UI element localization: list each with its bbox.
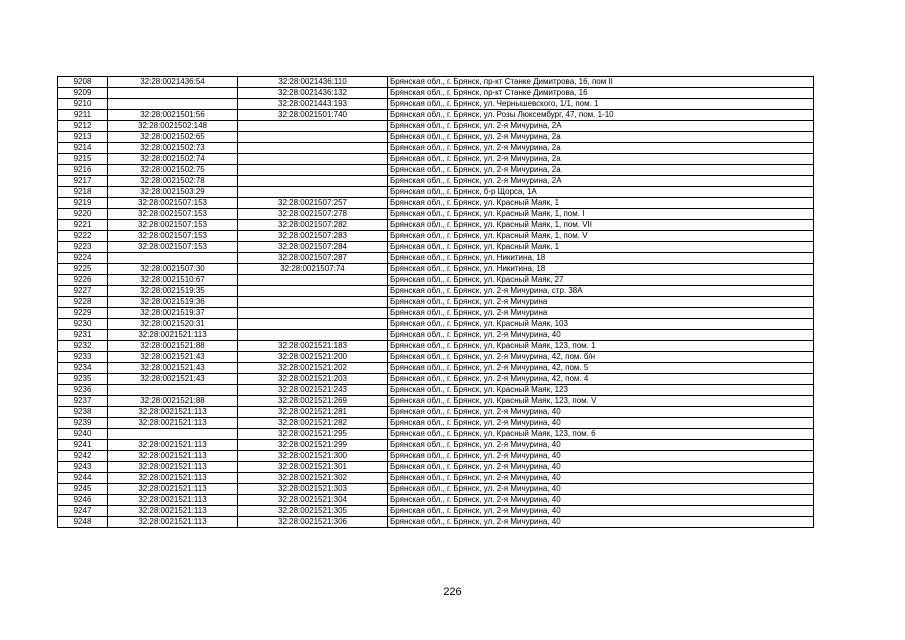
parcel-number-cell: 32:28:0021436:54 (108, 77, 238, 88)
object-number-cell: 32:28:0021521:269 (238, 396, 388, 407)
parcel-number-cell: 32:28:0021503:29 (108, 187, 238, 198)
address-cell: Брянская обл., г. Брянск, ул. 2-я Мичурина, 40 (388, 462, 814, 473)
page-number: 226 (443, 586, 462, 598)
parcel-number-cell: 32:28:0021521:113 (108, 495, 238, 506)
row-number-cell: 9216 (58, 165, 108, 176)
parcel-number-cell: 32:28:0021519:35 (108, 286, 238, 297)
object-number-cell: 32:28:0021521:200 (238, 352, 388, 363)
object-number-cell: 32:28:0021521:302 (238, 473, 388, 484)
row-number-cell: 9210 (58, 99, 108, 110)
row-number-cell: 9241 (58, 440, 108, 451)
table-row (58, 275, 814, 286)
table-row (58, 132, 814, 143)
parcel-number-cell: 32:28:0021521:43 (108, 352, 238, 363)
row-number-cell: 9228 (58, 297, 108, 308)
table-row (58, 187, 814, 198)
address-cell: Брянская обл., г. Брянск, ул. Красный Маяк, 103 (388, 319, 814, 330)
row-number-cell: 9214 (58, 143, 108, 154)
object-number-cell (238, 143, 388, 154)
row-number-cell: 9208 (58, 77, 108, 88)
parcel-number-cell: 32:28:0021521:113 (108, 418, 238, 429)
parcel-number-cell: 32:28:0021502:78 (108, 176, 238, 187)
row-number-cell: 9221 (58, 220, 108, 231)
object-number-cell: 32:28:0021507:74 (238, 264, 388, 275)
table-row (58, 286, 814, 297)
parcel-number-cell: 32:28:0021521:88 (108, 341, 238, 352)
parcel-number-cell: 32:28:0021521:43 (108, 363, 238, 374)
object-number-cell (238, 165, 388, 176)
parcel-number-cell (108, 88, 238, 99)
parcel-number-cell: 32:28:0021501:56 (108, 110, 238, 121)
records-table (57, 76, 814, 528)
row-number-cell: 9234 (58, 363, 108, 374)
address-cell: Брянская обл., г. Брянск, ул. 2-я Мичурина, 2а (388, 165, 814, 176)
parcel-number-cell: 32:28:0021519:37 (108, 308, 238, 319)
address-cell: Брянская обл., г. Брянск, ул. 2-я Мичурина (388, 297, 814, 308)
address-cell: Брянская обл., г. Брянск, ул. Красный Маяк, 27 (388, 275, 814, 286)
object-number-cell: 32:28:0021507:287 (238, 253, 388, 264)
table-row (58, 484, 814, 495)
row-number-cell: 9248 (58, 517, 108, 528)
row-number-cell: 9215 (58, 154, 108, 165)
table-row (58, 462, 814, 473)
object-number-cell: 32:28:0021521:305 (238, 506, 388, 517)
address-cell: Брянская обл., г. Брянск, ул. 2-я Мичурина, 2А (388, 176, 814, 187)
address-cell: Брянская обл., г. Брянск, ул. 2-я Мичурина, 42, пом. б/н (388, 352, 814, 363)
address-cell: Брянская обл., г. Брянск, ул. Чернышевского, 1/1, пом. 1 (388, 99, 814, 110)
object-number-cell (238, 308, 388, 319)
address-cell: Брянская обл., г. Брянск, ул. 2-я Мичурина, 40 (388, 330, 814, 341)
object-number-cell: 32:28:0021501:740 (238, 110, 388, 121)
row-number-cell: 9217 (58, 176, 108, 187)
table-row (58, 341, 814, 352)
address-cell: Брянская обл., г. Брянск, ул. 2-я Мичурина, 2а (388, 154, 814, 165)
object-number-cell: 32:28:0021443:193 (238, 99, 388, 110)
address-cell: Брянская обл., г. Брянск, ул. 2-я Мичурина, 2а (388, 132, 814, 143)
row-number-cell: 9239 (58, 418, 108, 429)
address-cell: Брянская обл., г. Брянск, ул. Красный Маяк, 1, пом. VII (388, 220, 814, 231)
table-row (58, 231, 814, 242)
parcel-number-cell: 32:28:0021521:113 (108, 506, 238, 517)
table-row (58, 154, 814, 165)
table-row (58, 297, 814, 308)
parcel-number-cell: 32:28:0021510:67 (108, 275, 238, 286)
address-cell: Брянская обл., г. Брянск, б-р Щорса, 1А (388, 187, 814, 198)
table-row (58, 308, 814, 319)
address-cell: Брянская обл., г. Брянск, ул. 2-я Мичурина, 40 (388, 484, 814, 495)
parcel-number-cell: 32:28:0021521:113 (108, 407, 238, 418)
row-number-cell: 9236 (58, 385, 108, 396)
row-number-cell: 9237 (58, 396, 108, 407)
parcel-number-cell: 32:28:0021521:113 (108, 473, 238, 484)
object-number-cell (238, 275, 388, 286)
row-number-cell: 9233 (58, 352, 108, 363)
object-number-cell (238, 319, 388, 330)
object-number-cell (238, 132, 388, 143)
object-number-cell (238, 297, 388, 308)
table-row (58, 473, 814, 484)
row-number-cell: 9243 (58, 462, 108, 473)
row-number-cell: 9218 (58, 187, 108, 198)
object-number-cell (238, 286, 388, 297)
parcel-number-cell: 32:28:0021507:153 (108, 198, 238, 209)
table-row (58, 506, 814, 517)
table-row (58, 352, 814, 363)
address-cell: Брянская обл., г. Брянск, ул. Красный Маяк, 123, пом. V (388, 396, 814, 407)
table-row (58, 253, 814, 264)
parcel-number-cell: 32:28:0021521:113 (108, 330, 238, 341)
address-cell: Брянская обл., г. Брянск, ул. 2-я Мичурина, стр. 38А (388, 286, 814, 297)
table-row (58, 198, 814, 209)
object-number-cell: 32:28:0021521:299 (238, 440, 388, 451)
object-number-cell: 32:28:0021507:282 (238, 220, 388, 231)
table-row (58, 264, 814, 275)
table-row (58, 385, 814, 396)
parcel-number-cell: 32:28:0021502:75 (108, 165, 238, 176)
address-cell: Брянская обл., г. Брянск, ул. 2-я Мичурина (388, 308, 814, 319)
parcel-number-cell: 32:28:0021507:30 (108, 264, 238, 275)
address-cell: Брянская обл., г. Брянск, ул. 2-я Мичурина, 40 (388, 473, 814, 484)
parcel-number-cell: 32:28:0021521:113 (108, 517, 238, 528)
table-row (58, 451, 814, 462)
address-cell: Брянская обл., г. Брянск, ул. Красный Маяк, 1 (388, 242, 814, 253)
table-row (58, 330, 814, 341)
object-number-cell: 32:28:0021507:278 (238, 209, 388, 220)
parcel-number-cell (108, 99, 238, 110)
row-number-cell: 9246 (58, 495, 108, 506)
table-row (58, 121, 814, 132)
row-number-cell: 9223 (58, 242, 108, 253)
object-number-cell: 32:28:0021521:306 (238, 517, 388, 528)
table-row (58, 220, 814, 231)
table-row (58, 319, 814, 330)
row-number-cell: 9230 (58, 319, 108, 330)
parcel-number-cell: 32:28:0021521:113 (108, 484, 238, 495)
row-number-cell: 9227 (58, 286, 108, 297)
table-row (58, 77, 814, 88)
table-row (58, 110, 814, 121)
object-number-cell: 32:28:0021521:243 (238, 385, 388, 396)
row-number-cell: 9225 (58, 264, 108, 275)
table-body (58, 77, 814, 528)
row-number-cell: 9224 (58, 253, 108, 264)
object-number-cell: 32:28:0021521:281 (238, 407, 388, 418)
table-row (58, 418, 814, 429)
table-row (58, 429, 814, 440)
row-number-cell: 9211 (58, 110, 108, 121)
address-cell: Брянская обл., г. Брянск, ул. 2-я Мичурина, 2а (388, 143, 814, 154)
address-cell: Брянская обл., г. Брянск, ул. Красный Маяк, 123 (388, 385, 814, 396)
object-number-cell: 32:28:0021436:132 (238, 88, 388, 99)
parcel-number-cell: 32:28:0021507:153 (108, 242, 238, 253)
parcel-number-cell: 32:28:0021521:113 (108, 451, 238, 462)
object-number-cell: 32:28:0021521:202 (238, 363, 388, 374)
table-row (58, 396, 814, 407)
table-row (58, 374, 814, 385)
address-cell: Брянская обл., г. Брянск, пр-кт Станке Димитрова, 16 (388, 88, 814, 99)
parcel-number-cell (108, 385, 238, 396)
parcel-number-cell: 32:28:0021519:36 (108, 297, 238, 308)
address-cell: Брянская обл., г. Брянск, ул. Красный Маяк, 1 (388, 198, 814, 209)
parcel-number-cell: 32:28:0021507:153 (108, 231, 238, 242)
row-number-cell: 9226 (58, 275, 108, 286)
parcel-number-cell: 32:28:0021502:73 (108, 143, 238, 154)
address-cell: Брянская обл., г. Брянск, ул. 2-я Мичурина, 40 (388, 451, 814, 462)
object-number-cell (238, 330, 388, 341)
row-number-cell: 9219 (58, 198, 108, 209)
row-number-cell: 9240 (58, 429, 108, 440)
address-cell: Брянская обл., г. Брянск, ул. Красный Маяк, 1, пом. I (388, 209, 814, 220)
table-row (58, 242, 814, 253)
address-cell: Брянская обл., г. Брянск, ул. 2-я Мичурина, 2А (388, 121, 814, 132)
address-cell: Брянская обл., г. Брянск, ул. 2-я Мичурина, 40 (388, 495, 814, 506)
address-cell: Брянская обл., г. Брянск, ул. Розы Люксембург, 47, пом. 1-10 (388, 110, 814, 121)
table-row (58, 165, 814, 176)
parcel-number-cell: 32:28:0021521:113 (108, 440, 238, 451)
address-cell: Брянская обл., г. Брянск, ул. 2-я Мичурина, 40 (388, 440, 814, 451)
object-number-cell (238, 176, 388, 187)
object-number-cell: 32:28:0021521:183 (238, 341, 388, 352)
address-cell: Брянская обл., г. Брянск, ул. 2-я Мичурина, 42, пом. 4 (388, 374, 814, 385)
address-cell: Брянская обл., г. Брянск, ул. 2-я Мичурина, 40 (388, 407, 814, 418)
object-number-cell (238, 187, 388, 198)
object-number-cell: 32:28:0021521:301 (238, 462, 388, 473)
address-cell: Брянская обл., г. Брянск, ул. 2-я Мичурина, 42, пом. 5 (388, 363, 814, 374)
object-number-cell (238, 154, 388, 165)
row-number-cell: 9245 (58, 484, 108, 495)
table-row (58, 209, 814, 220)
object-number-cell: 32:28:0021507:257 (238, 198, 388, 209)
address-cell: Брянская обл., г. Брянск, ул. 2-я Мичурина, 40 (388, 517, 814, 528)
object-number-cell: 32:28:0021436:110 (238, 77, 388, 88)
parcel-number-cell: 32:28:0021521:88 (108, 396, 238, 407)
row-number-cell: 9229 (58, 308, 108, 319)
row-number-cell: 9244 (58, 473, 108, 484)
row-number-cell: 9235 (58, 374, 108, 385)
row-number-cell: 9212 (58, 121, 108, 132)
object-number-cell: 32:28:0021521:203 (238, 374, 388, 385)
row-number-cell: 9247 (58, 506, 108, 517)
address-cell: Брянская обл., г. Брянск, ул. Красный Маяк, 123, пом. 6 (388, 429, 814, 440)
row-number-cell: 9231 (58, 330, 108, 341)
table-row (58, 99, 814, 110)
address-cell: Брянская обл., г. Брянск, ул. Красный Маяк, 123, пом. 1 (388, 341, 814, 352)
address-cell: Брянская обл., г. Брянск, ул. Красный Маяк, 1, пом. V (388, 231, 814, 242)
table-row (58, 88, 814, 99)
parcel-number-cell: 32:28:0021502:65 (108, 132, 238, 143)
object-number-cell: 32:28:0021507:284 (238, 242, 388, 253)
table-row (58, 407, 814, 418)
row-number-cell: 9209 (58, 88, 108, 99)
address-cell: Брянская обл., г. Брянск, пр-кт Станке Димитрова, 16, пом II (388, 77, 814, 88)
table-row (58, 495, 814, 506)
object-number-cell: 32:28:0021521:282 (238, 418, 388, 429)
row-number-cell: 9213 (58, 132, 108, 143)
parcel-number-cell (108, 429, 238, 440)
parcel-number-cell: 32:28:0021507:153 (108, 220, 238, 231)
row-number-cell: 9232 (58, 341, 108, 352)
object-number-cell: 32:28:0021521:300 (238, 451, 388, 462)
parcel-number-cell: 32:28:0021521:43 (108, 374, 238, 385)
table-row (58, 176, 814, 187)
parcel-number-cell: 32:28:0021521:113 (108, 462, 238, 473)
address-cell: Брянская обл., г. Брянск, ул. 2-я Мичурина, 40 (388, 506, 814, 517)
row-number-cell: 9220 (58, 209, 108, 220)
object-number-cell: 32:28:0021507:283 (238, 231, 388, 242)
object-number-cell: 32:28:0021521:295 (238, 429, 388, 440)
row-number-cell: 9238 (58, 407, 108, 418)
table-row (58, 143, 814, 154)
row-number-cell: 9222 (58, 231, 108, 242)
parcel-number-cell: 32:28:0021502:74 (108, 154, 238, 165)
address-cell: Брянская обл., г. Брянск, ул. Никитина, 18 (388, 264, 814, 275)
table-row (58, 440, 814, 451)
object-number-cell (238, 121, 388, 132)
parcel-number-cell (108, 253, 238, 264)
row-number-cell: 9242 (58, 451, 108, 462)
address-cell: Брянская обл., г. Брянск, ул. 2-я Мичурина, 40 (388, 418, 814, 429)
table-row (58, 517, 814, 528)
address-cell: Брянская обл., г. Брянск, ул. Никитина, 18 (388, 253, 814, 264)
parcel-number-cell: 32:28:0021520:31 (108, 319, 238, 330)
parcel-number-cell: 32:28:0021507:153 (108, 209, 238, 220)
object-number-cell: 32:28:0021521:303 (238, 484, 388, 495)
parcel-number-cell: 32:28:0021502:148 (108, 121, 238, 132)
object-number-cell: 32:28:0021521:304 (238, 495, 388, 506)
table-row (58, 363, 814, 374)
